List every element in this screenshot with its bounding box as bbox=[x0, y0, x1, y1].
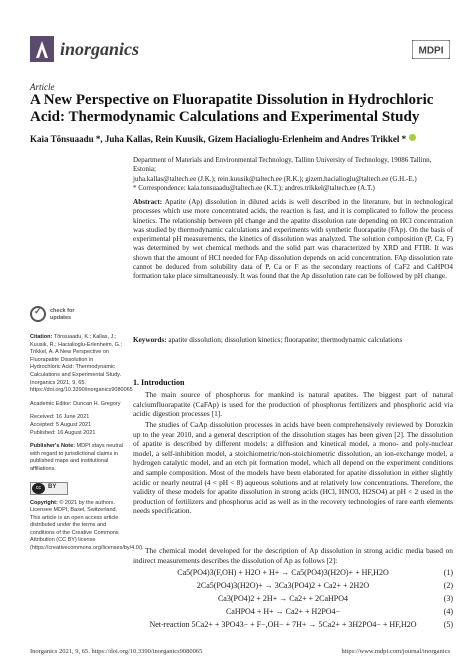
section-heading: 1. Introduction bbox=[133, 378, 185, 387]
article-sidebar bbox=[30, 306, 144, 559]
academic-editor: Academic Editor: Duncan H. Gregory bbox=[30, 400, 121, 407]
body-paragraph: The chemical model developed for the description of Ap dissolution in strong acidic media based on indirect measurements describes the dissolution of Ap as follows [2]: bbox=[133, 546, 453, 565]
dates-block bbox=[30, 414, 125, 437]
affiliation-line: Department of Materials and Environmental Technology, Tallinn University of Technology, 19086 Tallinn, Estonia; bbox=[133, 156, 432, 174]
check-for-updates-button[interactable]: ✓ check for updates bbox=[30, 306, 125, 326]
publisher-note: Publisher's Note: MDPI stays neutral with regard to jurisdictional claims in published maps and institutional affiliations. bbox=[30, 443, 124, 472]
orcid-icon[interactable] bbox=[409, 134, 416, 141]
equation: 2Ca5(PO4)3(H2O)+ → 3Ca3(PO4)2 + Ca2+ + 2H2O (2) bbox=[196, 581, 453, 590]
published-date: Published: 16 August 2021 bbox=[30, 429, 96, 436]
journal-header bbox=[30, 36, 450, 66]
page-title: A New Perspective on Fluorapatite Dissolution in Hydrochloric Acid: Thermodynamic Calculations and Experimental Study bbox=[30, 92, 434, 125]
keywords bbox=[133, 336, 453, 344]
affiliation-line: juha.kallas@taltech.ee (J.K.); rein.kuusik@taltech.ee (R.K.); gizem.hacialioglu@taltech.ee (G.H.-E.) bbox=[133, 174, 417, 183]
equation: Net-reaction 5Ca2+ + 3PO43− + F−,OH− + 7H+ → 5Ca2+ + 3H2PO4− + HF,H2O (5) bbox=[149, 620, 453, 629]
abstract-text: Apatite (Ap) dissolution in diluted acids is well described in the literature, but in technological processes which use more concentrated acids, the reaction is fast, and it is complicated to follow the process kinetics. The relationship between pH change and the apatite dissolution rate depending on HCl concentration was studied by thermodynamic calculations and experiments with synthetic fluorapatite (FAp). On the basis of experimental pH measurements, the kinetics of dissolution was analyzed. The solution composition (P, Ca, F) was determined by wet chemical methods and the solid part was characterized by XRD and FTIR. It was shown that the amount of HCl needed for FAp dissolution depends on acid concentration. FAp dissolution rate cannot be deduced from solubility data of P, Ca or F as the secondary reactions of CaF2 and CaHPO4 formation take place simultaneously. It was found that the Ap dissolution rate can be followed by pH change. bbox=[133, 198, 453, 281]
mdpi-logo-icon bbox=[412, 40, 450, 59]
footer-citation-link[interactable]: Inorganics 2021, 9, 65. https://doi.org/10.3390/inorganics9080065 bbox=[30, 648, 203, 655]
abstract bbox=[133, 198, 453, 282]
journal-logo-icon bbox=[30, 36, 54, 62]
copyright-block: Copyright: © 2021 by the authors. Licensee MDPI, Basel, Switzerland. This article is an open access article distributed under the terms and conditions of the Creative Commons Attribution (CC BY) license (https://creativecommons.org/licenses/by/4.0/). bbox=[30, 499, 144, 552]
equation: Ca3(PO4)2 + 2H+ → Ca2+ + 2CaHPO4 (3) bbox=[217, 594, 453, 603]
equation-list bbox=[133, 568, 453, 633]
author-list: Kaia Tõnsuaadu *, Juha Kallas, Rein Kuusik, Gizem Hacialioglu-Erlenheim and Andres Trikkel * bbox=[30, 134, 450, 144]
correspondence-line: * Correspondence: kaia.tonsuaadu@taltech.ee (K.T.); andres.trikkel@taltech.ee (A.T.) bbox=[133, 183, 375, 192]
keywords-label: Keywords: bbox=[133, 336, 167, 344]
article-type-label: Article bbox=[30, 82, 55, 92]
journal-name: inorganics bbox=[60, 39, 140, 59]
citation-block: Citation: Tõnsuaadu, K.; Kallas, J.; Kuusik, R.; Hacialioglu-Erlenheim, G.; Trikkel, A. A New Perspective on Fluorapatite Dissolution in Hydrochloric Acid: Thermodynamic Calculations and Experimental Study. Inorganics 2021, 9, 65. https://doi.org/10.3390/inorganics9080065 bbox=[30, 334, 133, 394]
cc-by-license-icon[interactable]: cc BY bbox=[30, 482, 68, 495]
body-paragraph: The studies of CaAp dissolution processes in acids have been comprehensively reviewed by Dorozkin up to the year 2010, and a general description of the dissolution stages has been given [2]. The dissolution of apatite is described by different models: a diffusion and kinetical model, a mono- and poly-nuclear model, a self-inhibition model, a stoichiometric/non-stoichiometric dissolution, an ion-exchange model, a hydrogen catalytic model, and an etch pit formation model, which all depend on the experiment conditions and sample composition. Most of the models have been elaborated for apatite dissolution in either slightly acidic or nearly neutral (4 < pH < 8) aqueous solutions and at relatively low concentrations. Therefore, the validity of these models for apatite dissolution in strong acids (HCl, HNO3, H2SO4) at pH < 2 used in the production of fertilizers and phosphorus acid as well as in the recovery technologies of rare earth elements needs specification. bbox=[133, 420, 453, 516]
svg-text:MDPI: MDPI bbox=[418, 45, 444, 57]
received-date: Received: 16 June 2021 bbox=[30, 414, 90, 421]
equation: Ca5(PO4)3(F,OH) + H2O + H+ → Ca5(PO4)3(H2O)+ + HF,H2O (1) bbox=[177, 568, 453, 577]
body-paragraph: The main source of phosphorus for mankind is natural apatites. The biggest part of natural calciumfluorapatite (CaFAp) is used for the production of phosphorus fertilizers and phosphoric acid via acidic digestion processes [1]. bbox=[133, 390, 453, 419]
footer-journal-link[interactable]: https://www.mdpi.com/journal/inorganics bbox=[341, 648, 450, 655]
affiliation-block bbox=[133, 156, 453, 193]
abstract-label: Abstract: bbox=[133, 198, 163, 206]
accepted-date: Accepted: 5 August 2021 bbox=[30, 421, 92, 428]
equation: CaHPO4 + H+ → Ca2+ + H2PO4− (4) bbox=[225, 607, 453, 616]
keywords-text: apatite dissolution; dissolution kinetics; fluorapatite; thermodynamic calculations bbox=[168, 336, 403, 344]
